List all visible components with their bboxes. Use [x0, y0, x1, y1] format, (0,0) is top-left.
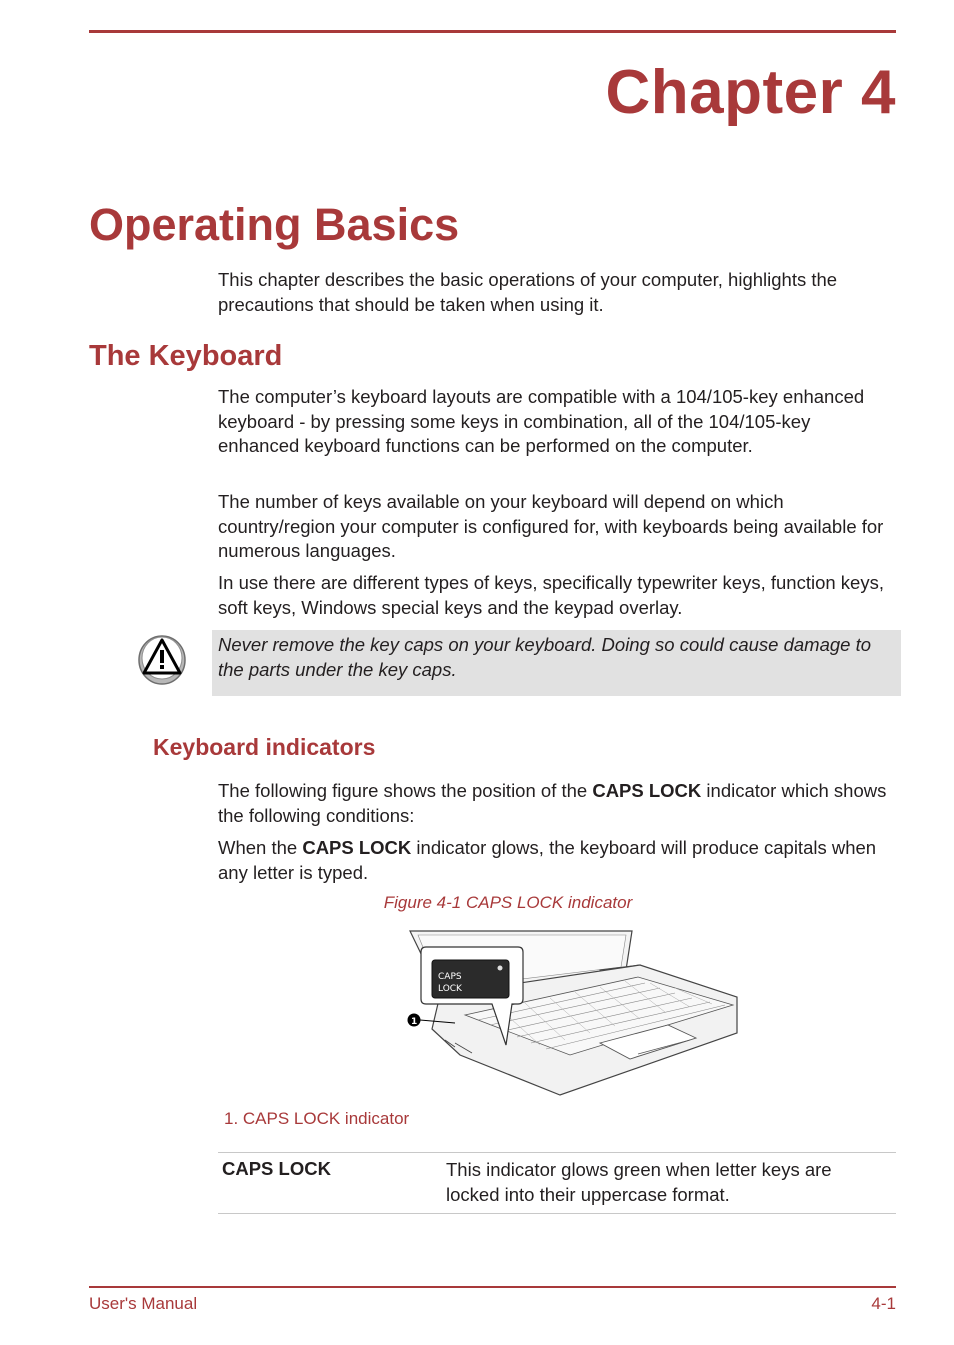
keyboard-paragraph-1: The computer’s keyboard layouts are compatible with a 104/105-key enhanced keyboard - by pressing some keys in combination, all of the 104/105-key enhanced keyboard functions can be performed on the computer.: [218, 386, 865, 456]
indicators-paragraph-2: When the CAPS LOCK indicator glows, the keyboard will produce capitals when any letter is typed.: [218, 837, 877, 883]
figure-legend: 1. CAPS LOCK indicator: [224, 1109, 410, 1128]
laptop-caps-lock-figure: [400, 925, 740, 1100]
intro-paragraph: This chapter describes the basic operations of your computer, highlights the precautions that should be taken when using it.: [218, 269, 838, 315]
keyboard-paragraph-2: The number of keys available on your keyboard will depend on which country/region your computer is configured for, with keyboards being available for numerous languages.: [218, 491, 884, 561]
figure-caption: Figure 4-1 CAPS LOCK indicator: [383, 893, 633, 912]
footer-rule: [89, 1286, 896, 1288]
indicators-paragraph-1: The following figure shows the position of the CAPS LOCK indicator which shows the following conditions:: [218, 780, 887, 826]
warning-triangle-icon: [137, 631, 187, 687]
caution-note-text: Never remove the key caps on your keyboard. Doing so could cause damage to the parts under the key caps.: [218, 634, 872, 680]
callout-lock-text: LOCK: [438, 984, 462, 994]
footer-manual-label: User's Manual: [89, 1294, 198, 1313]
footer-page-number: 4-1: [871, 1294, 896, 1313]
table-description-cell: This indicator glows green when letter keys are locked into their uppercase format.: [446, 1159, 832, 1205]
indicator-table: [218, 1152, 896, 1214]
callout-caps-text: CAPS: [438, 972, 462, 982]
header-rule: [89, 30, 896, 33]
table-key-cell: CAPS LOCK: [222, 1158, 331, 1179]
chapter-number: Chapter 4: [605, 58, 896, 127]
section-heading-keyboard: The Keyboard: [89, 340, 283, 372]
keyboard-paragraph-3: In use there are different types of keys, specifically typewriter keys, function keys, soft keys, Windows special keys and the keypad overlay.: [218, 572, 884, 618]
subsection-heading-indicators: Keyboard indicators: [153, 734, 376, 760]
figure-marker-number: 1: [411, 1017, 418, 1027]
page-title: Operating Basics: [89, 199, 460, 250]
